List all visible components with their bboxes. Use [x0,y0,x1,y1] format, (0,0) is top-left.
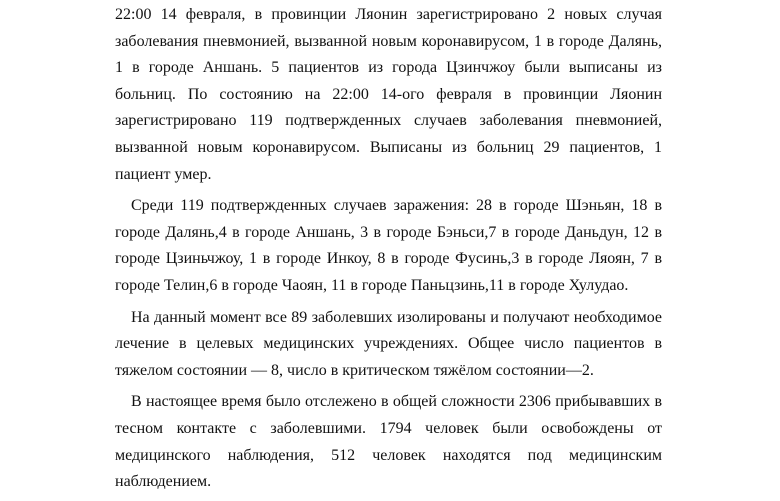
paragraph-city-breakdown: Среди 119 подтвержденных случаев заражения: 28 в городе Шэньян, 18 в городе Далянь,4 в городе Аншань, 3 в городе Бэньси,7 в городе Даньдун, 12 в городе Цзиньчжоу, 1 в городе Инкоу, 8 в городе Фусинь,3 в городе Ляоян, 7 в городе Телин,6 в городе Чаоян, 11 в городе Паньцзинь,11 в городе Хулудао. [115,197,662,294]
document-body [115,2,662,501]
paragraph-close-contacts: В настоящее время было отслежено в общей сложности 2306 прибывавших в тесном контакте с заболевшими. 1794 человек были освобождены от медицинского наблюдения, 512 человек находятся под медицинским наблюдением. [115,393,662,491]
paragraph-treatment-status: На данный момент все 89 заболевших изолированы и получают необходимое лечение в целевых медицинских учреждениях. Общее число пациентов в тяжелом состоянии — 8, число в критическом тяжёлом состоянии—2. [115,308,662,379]
paragraph-new-cases: 22:00 14 февраля, в провинции Ляонин зарегистрировано 2 новых случая заболевания пневмонией, вызванной новым коронавирусом, 1 в городе Далянь, 1 в городе Аншань. 5 пациентов из города Цзинчжоу были выписаны из больниц. По состоянию на 22:00 14-ого февраля в провинции Ляонин зарегистрировано 119 подтвержденных случаев заболевания пневмонией, вызванной новым коронавирусом. Выписаны из больниц 29 пациентов, 1 пациент умер. [115,6,662,183]
